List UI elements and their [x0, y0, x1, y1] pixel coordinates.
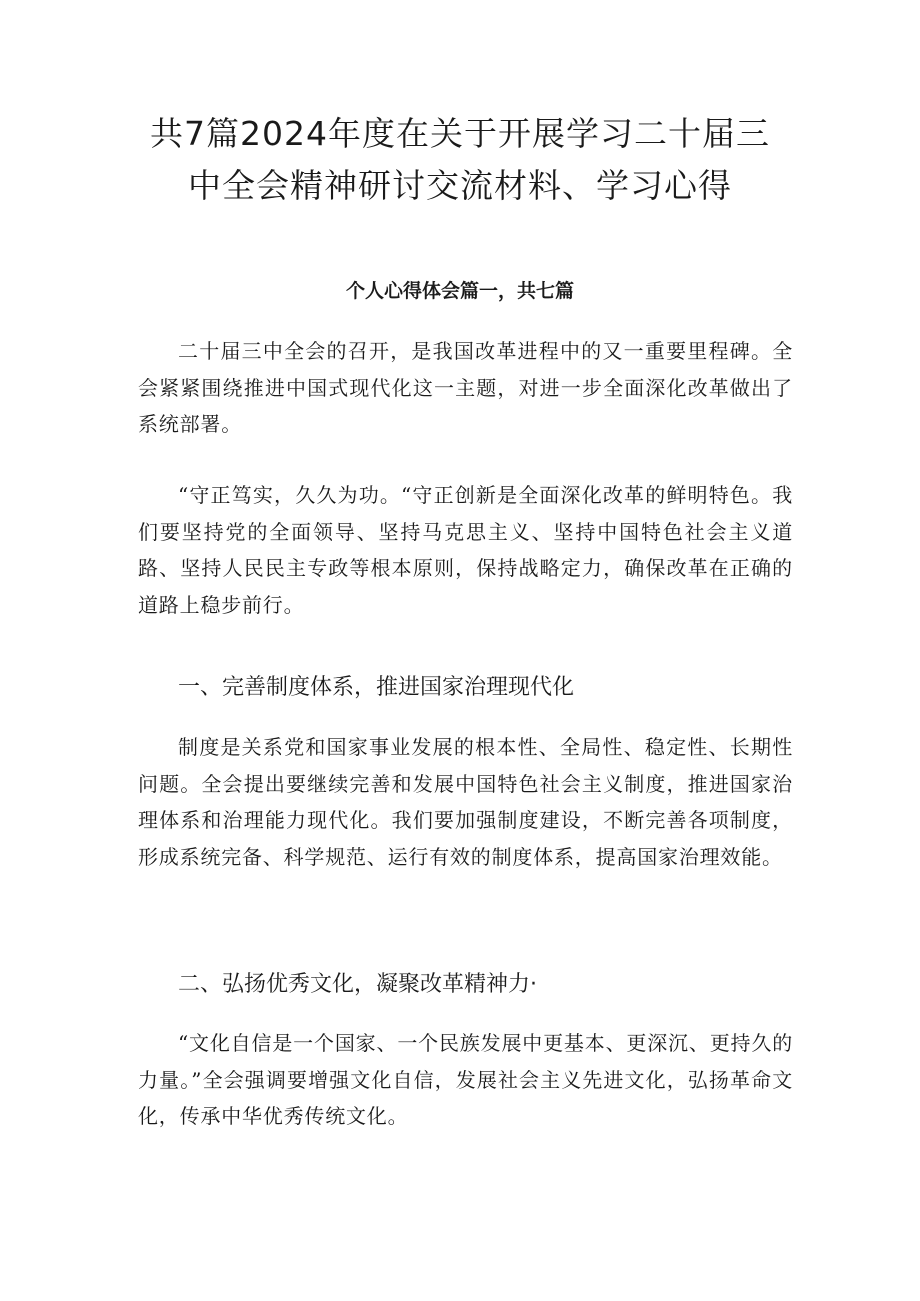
document-subtitle: 个人心得体会篇一，共七篇: [345, 280, 574, 302]
document-title-line-2: 中全会精神研讨交流材料、学习心得: [188, 166, 732, 205]
body-paragraph: 二十届三中全会的召开，是我国改革进程中的又一重要里程碑。全会紧紧围绕推进中国式现代化这一主题，对进一步全面深化改革做出了系统部署。: [138, 339, 793, 436]
body-paragraph: “守正笃实，久久为功。“守正创新是全面深化改革的鲜明特色。我们要坚持党的全面领导、坚持马克思主义、坚持中国特色社会主义道路、坚持人民民主专政等根本原则，保持战略定力，确保改革在正确的道路上稳步前行。: [138, 483, 793, 617]
section-heading: 二、弘扬优秀文化，凝聚改革精神力·: [178, 972, 537, 997]
body-paragraph: “文化自信是一个国家、一个民族发展中更基本、更深沉、更持久的力量。”全会强调要增强文化自信，发展社会主义先进文化，弘扬革命文化，传承中华优秀传统文化。: [138, 1031, 793, 1128]
document-title: [120, 108, 800, 212]
body-paragraph: 制度是关系党和国家事业发展的根本性、全局性、稳定性、长期性问题。全会提出要继续完善和发展中国特色社会主义制度，推进国家治理体系和治理能力现代化。我们要加强制度建设，不断完善各项制度，形成系统完备、科学规范、运行有效的制度体系，提高国家治理效能。: [138, 735, 793, 869]
section-heading: 一、完善制度体系，推进国家治理现代化: [178, 675, 575, 700]
document-title-line-1: 共7篇2024年度在关于开展学习二十届三: [150, 114, 770, 153]
